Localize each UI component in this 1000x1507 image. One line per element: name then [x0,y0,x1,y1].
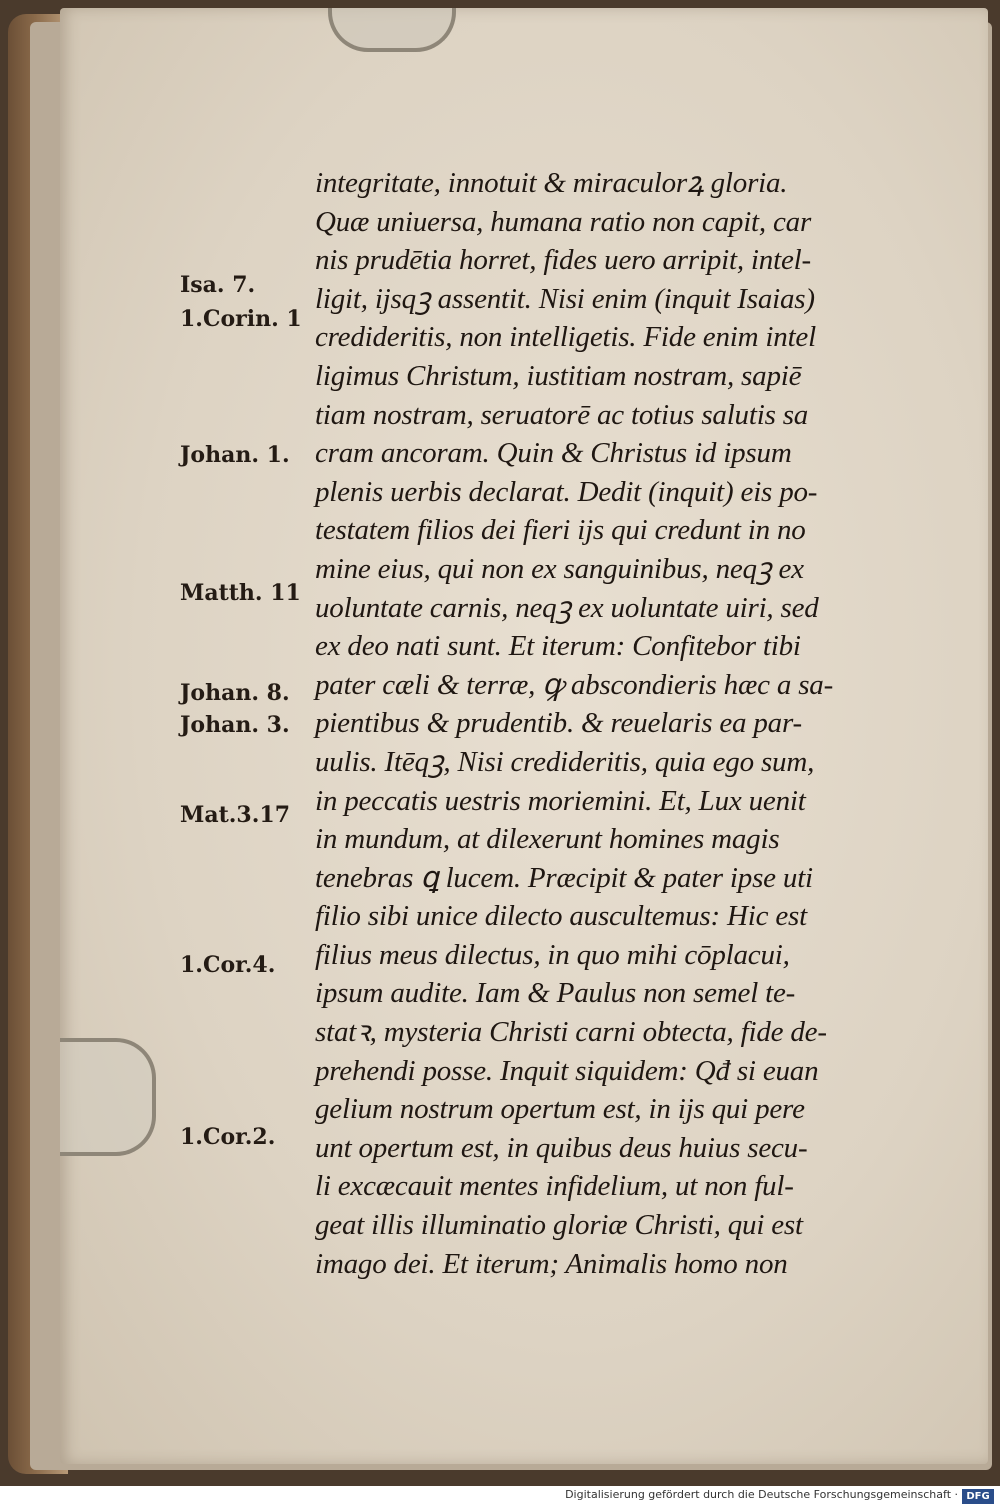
margin-note: Johan. 3. [180,712,290,738]
body-text [315,164,925,1283]
funding-credit: Digitalisierung gefördert durch die Deutsche Forschungsgemeinschaft · [565,1488,958,1501]
text-line: li excæcauit mentes infidelium, ut non ful- [315,1170,794,1203]
text-line: pater cæli & terræ, ꝙ abscondieris hæc a sa- [315,668,834,701]
text-line: tiam nostram, seruatorē ac totius salutis sa [315,398,809,431]
text-line: uulis. Itēqꝫ, Nisi credideritis, quia ego sum, [315,745,815,778]
paper-clip-side [60,1038,156,1156]
text-line: Quæ uniuersa, humana ratio non capit, car [315,205,812,238]
text-line: prehendi posse. Inquit siquidem: Qđ si euan [315,1054,819,1087]
text-line: geat illis illuminatio gloriæ Christi, qui est [315,1209,803,1242]
text-line: filio sibi unice dilecto auscultemus: Hic est [315,900,807,933]
text-line: in mundum, at dilexerunt homines magis [315,823,780,856]
text-line: credideritis, non intelligetis. Fide enim intel [315,321,816,354]
text-line: unt opertum est, in quibus deus huius secu- [315,1131,808,1164]
text-line: tenebras ꝗ lucem. Præcipit & pater ipse uti [315,861,813,894]
paper-clip-top [328,8,456,52]
text-line: ipsum audite. Iam & Paulus non semel te- [315,977,796,1010]
text-line: statꝛ, mysteria Christi carni obtecta, fide de- [315,1016,827,1049]
dfg-logo: DFG [962,1489,994,1504]
text-line: filius meus dilectus, in quo mihi cōplacui, [315,938,790,971]
text-line: pientibus & prudentib. & reuelaris ea par- [315,707,802,740]
text-line: gelium nostrum opertum est, in ijs qui pere [315,1093,805,1126]
margin-note: Mat.3.17 [180,802,291,828]
text-line: imago dei. Et iterum; Animalis homo non [315,1247,788,1280]
text-line: nis prudētia horret, fides uero arripit, intel- [315,244,811,277]
text-line: ligit, ijsqꝫ assentit. Nisi enim (inquit Isaias) [315,282,815,315]
text-line: in peccatis uestris moriemini. Et, Lux uenit [315,784,806,817]
text-line: mine eius, qui non ex sanguinibus, neqꝫ ex [315,552,804,585]
margin-note: 1.Cor.2. [180,1124,276,1150]
text-line: plenis uerbis declarat. Dedit (inquit) eis po- [315,475,818,508]
text-line: uoluntate carnis, neqꝫ ex uoluntate uiri, sed [315,591,819,624]
margin-note: Matth. 11 [180,580,301,606]
margin-note: 1.Corin. 1 [180,306,302,332]
margin-note: Johan. 8. [180,680,290,706]
text-line: ex deo nati sunt. Et iterum: Confitebor tibi [315,630,801,663]
text-line: cram ancoram. Quin & Christus id ipsum [315,437,792,470]
footer-bar [0,1486,1000,1507]
text-line: testatem filios dei fieri ijs qui credunt in no [315,514,806,547]
text-line: ligimus Christum, iustitiam nostram, sapiē [315,359,802,392]
margin-note: Johan. 1. [180,442,290,468]
text-line: integritate, innotuit & miraculorꝝ gloria. [315,167,788,199]
margin-note: 1.Cor.4. [180,952,276,978]
margin-note: Isa. 7. [180,272,256,298]
